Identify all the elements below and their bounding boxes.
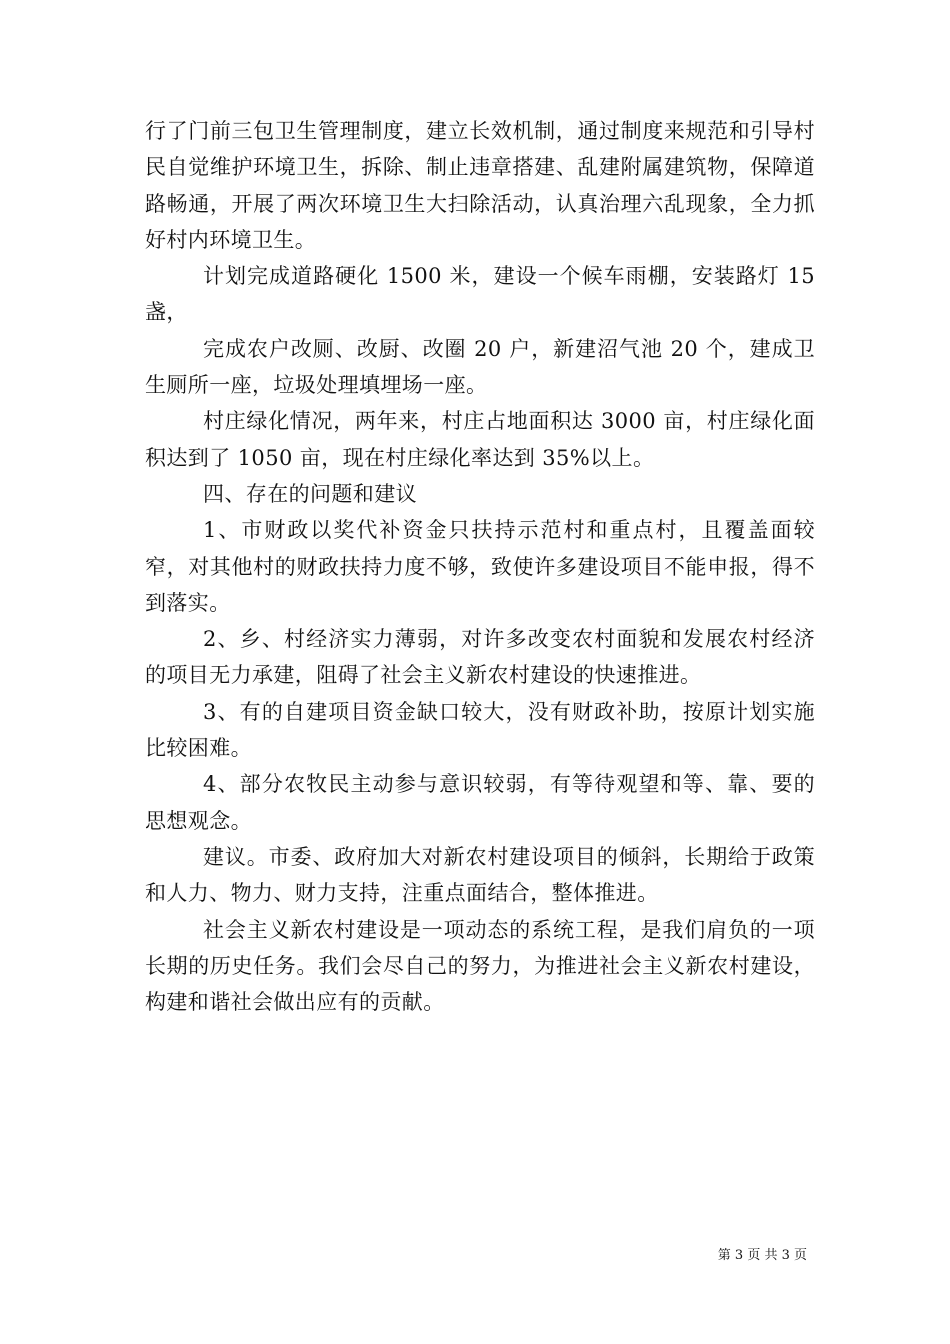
paragraph-problem-1: 1、市财政以奖代补资金只扶持示范村和重点村，且覆盖面较窄，对其他村的财政扶持力度不够，致使许多建设项目不能申报，得不到落实。 (145, 518, 815, 615)
section-heading-problems: 四、存在的问题和建议 (203, 481, 417, 506)
paragraph-problem-4: 4、部分农牧民主动参与意识较弱，有等待观望和等、靠、要的思想观念。 (145, 772, 815, 833)
paragraph-problem-3: 3、有的自建项目资金缺口较大，没有财政补助，按原计划实施比较困难。 (145, 699, 815, 761)
paragraph-household-renovation: 完成农户改厕、改厨、改圈 20 户，新建沼气池 20 个，建成卫生厕所一座，垃圾处理填埋场一座。 (145, 336, 815, 398)
paragraph-conclusion: 社会主义新农村建设是一项动态的系统工程，是我们肩负的一项长期的历史任务。我们会尽自己的努力，为推进社会主义新农村建设，构建和谐社会做出应有的贡献。 (145, 917, 815, 1015)
document-body (145, 113, 815, 1020)
paragraph-problem-2: 2、乡、村经济实力薄弱，对许多改变农村面貌和发展农村经济的项目无力承建，阻碍了社会主义新农村建设的快速推进。 (145, 627, 815, 688)
paragraph-sanitation-continued: 行了门前三包卫生管理制度，建立长效机制，通过制度来规范和引导村民自觉维护环境卫生，拆除、制止违章搭建、乱建附属建筑物，保障道路畅通，开展了两次环境卫生大扫除活动，认真治理六乱现象，全力抓好村内环境卫生。 (145, 119, 815, 252)
paragraph-suggestion: 建议。市委、政府加大对新农村建设项目的倾斜，长期给于政策和人力、物力、财力支持，注重点面结合，整体推进。 (145, 844, 815, 906)
page-number-footer: 第 3 页 共 3 页 (717, 1248, 807, 1263)
paragraph-road-plan: 计划完成道路硬化 1500 米，建设一个候车雨棚，安装路灯 15 盏， (145, 264, 815, 325)
paragraph-greening: 村庄绿化情况，两年来，村庄占地面积达 3000 亩，村庄绿化面积达到了 1050 亩，现在村庄绿化率达到 35%以上。 (145, 409, 815, 470)
